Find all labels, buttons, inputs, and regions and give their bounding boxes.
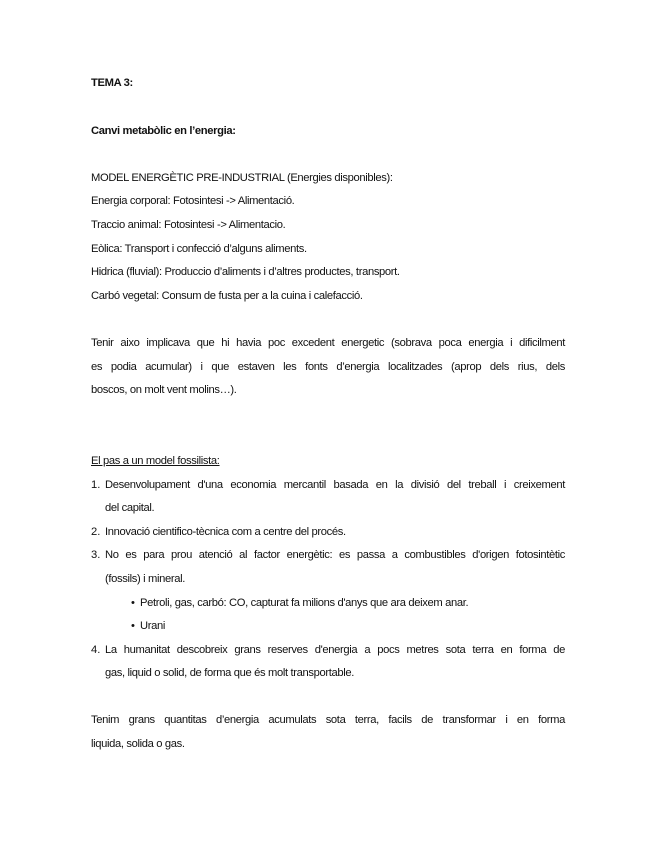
paragraph-line: Tenir aixo implicava que hi havia poc excedent energetic (sobrava poca energia i dificilment (91, 337, 565, 349)
paragraph-line: es podia acumular) i que estaven les fonts d’energia localitzades (aprop dels rius, dels (91, 361, 565, 373)
bullet-icon: • (131, 597, 135, 609)
list-number: 1. (91, 479, 101, 491)
model-title: MODEL ENERGÈTIC PRE-INDUSTRIAL (Energies disponibles): (91, 172, 393, 184)
energy-line: Hidrica (fluvial): Produccio d’aliments i d’altres productes, transport. (91, 266, 400, 278)
bullet-icon: • (131, 620, 135, 632)
paragraph-line: boscos, on molt vent molins…). (91, 384, 237, 396)
paragraph-line: liquida, solida o gas. (91, 738, 185, 750)
list-number: 3. (91, 549, 101, 561)
energy-line: Carbó vegetal: Consum de fusta per a la cuina i calefacció. (91, 290, 363, 302)
list-item-line: (fossils) i mineral. (105, 573, 186, 585)
bullet-item: Petroli, gas, carbó: CO, capturat fa milions d'anys que ara deixem anar. (140, 597, 469, 609)
subheading: Canvi metabòlic en l’energia: (91, 125, 236, 137)
list-item-line: Innovació cientifico-tècnica com a centre del procés. (105, 526, 346, 538)
energy-line: Eòlica: Transport i confecció d’alguns aliments. (91, 243, 307, 255)
list-item-line: Desenvolupament d'una economia mercantil basada en la divisió del treball i creixement (105, 479, 565, 491)
bullet-item: Urani (140, 620, 165, 632)
fossil-title: El pas a un model fossilista: (91, 455, 220, 467)
list-item-line: gas, liquid o solid, de forma que és molt transportable. (105, 667, 355, 679)
heading: TEMA 3: (91, 77, 133, 89)
paragraph-line: Tenim grans quantitas d’energia acumulats sota terra, facils de transformar i en forma (91, 714, 565, 726)
list-number: 4. (91, 644, 101, 656)
list-number: 2. (91, 526, 101, 538)
list-item-line: No es para prou atenció al factor energètic: es passa a combustibles d'origen fotosintètic (105, 549, 565, 561)
energy-line: Traccio animal: Fotosintesi -> Alimentacio. (91, 219, 286, 231)
list-item-line: del capital. (105, 502, 155, 514)
energy-line: Energia corporal: Fotosintesi -> Alimentació. (91, 195, 295, 207)
list-item-line: La humanitat descobreix grans reserves d'energia a pocs metres sota terra en forma de (105, 644, 565, 656)
